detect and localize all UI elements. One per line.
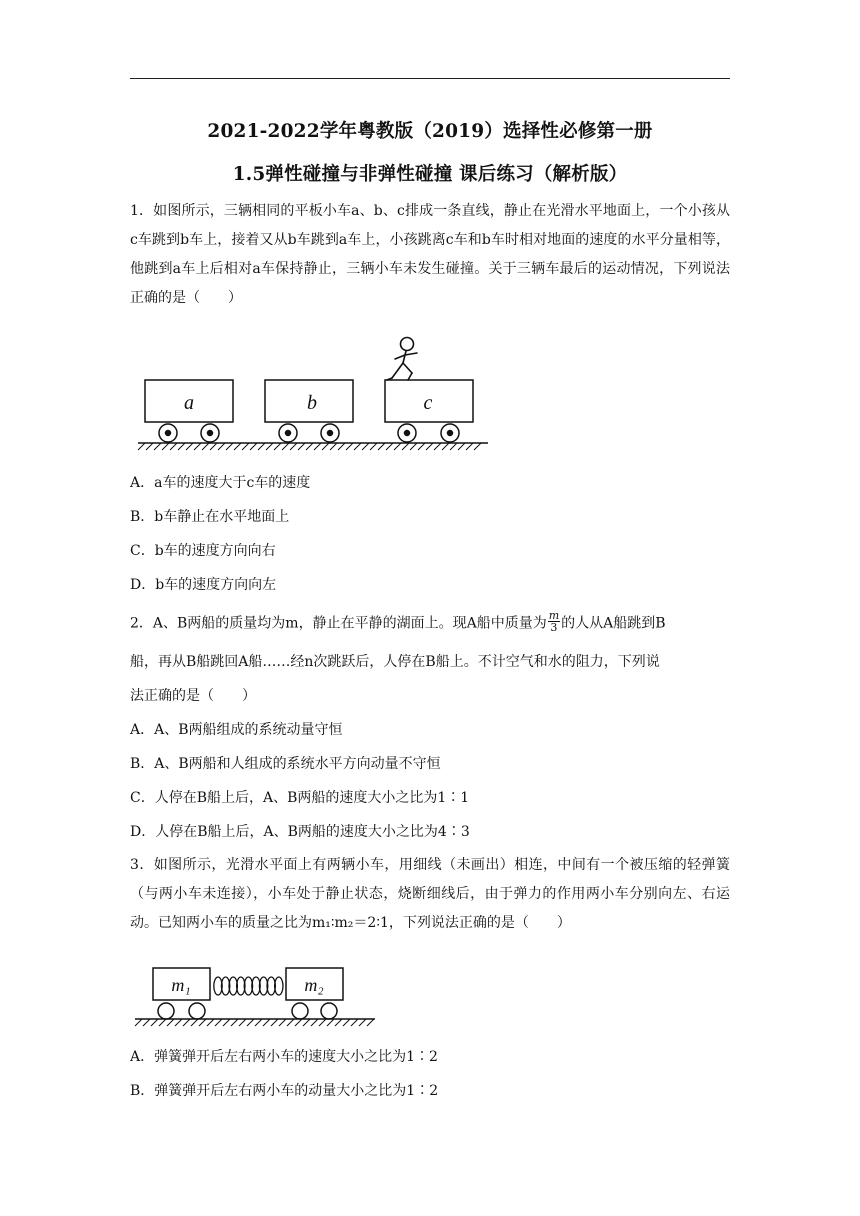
q1-option-b: B．b车静止在水平地面上 <box>130 509 290 525</box>
cart-c-label: c <box>423 392 433 414</box>
hatch-mark <box>410 443 417 450</box>
hatch-mark <box>298 443 305 450</box>
document-title: 2021-2022学年粤教版（2019）选择性必修第一册 <box>207 121 653 142</box>
hatch-mark <box>223 1019 230 1026</box>
hatch-mark <box>178 443 185 450</box>
hatch-mark <box>351 1019 358 1026</box>
hatch-mark <box>175 1019 182 1026</box>
hatch-mark <box>162 443 169 450</box>
hatch-mark <box>346 443 353 450</box>
q1-option-a: A．a车的速度大于c车的速度 <box>130 475 311 491</box>
hatch-mark <box>295 1019 302 1026</box>
hatch-mark <box>263 1019 270 1026</box>
hatch-mark <box>215 1019 222 1026</box>
hatch-mark <box>319 1019 326 1026</box>
hatch-mark <box>255 1019 262 1026</box>
hatch-mark <box>247 1019 254 1026</box>
q2-option-b: B．A、B两船和人组成的系统水平方向动量不守恒 <box>130 756 441 772</box>
hatch-mark <box>426 443 433 450</box>
hatch-mark <box>402 443 409 450</box>
hatch-mark <box>154 443 161 450</box>
q2-option-c: C．人停在B船上后，A、B两船的速度大小之比为1∶1 <box>130 790 470 806</box>
hatch-mark <box>186 443 193 450</box>
hatch-mark <box>207 1019 214 1026</box>
header-rule <box>130 78 730 79</box>
hatch-mark <box>378 443 385 450</box>
hatch-mark <box>386 443 393 450</box>
hatch-mark <box>474 443 481 450</box>
question-1-stem: 1．如图所示，三辆相同的平板小车a、b、c排成一条直线，静止在光滑水平地面上，一个小孩从c车跳到b车上，接着又从b车跳到a车上，小孩跳离c车和b车时相对地面的速度的水平分量相等，他跳到a车上后相对a车保持静止，三辆小车未发生碰撞。关于三辆车最后的运动情况，下列说法正确的是（ ） <box>130 203 730 306</box>
hatch-mark <box>138 443 145 450</box>
hatch-mark <box>146 443 153 450</box>
hatch-mark <box>170 443 177 450</box>
hatch-mark <box>151 1019 158 1026</box>
hatch-mark <box>234 443 241 450</box>
hatch-mark <box>335 1019 342 1026</box>
fraction-numerator: m <box>548 609 560 622</box>
hatch-mark <box>327 1019 334 1026</box>
hatch-mark <box>466 443 473 450</box>
hatch-mark <box>194 443 201 450</box>
hatch-mark <box>279 1019 286 1026</box>
hatch-mark <box>239 1019 246 1026</box>
q1-option-d: D．b车的速度方向向左 <box>130 577 277 593</box>
q2-option-d: D．人停在B船上后，A、B两船的速度大小之比为4∶3 <box>130 824 470 840</box>
hatch-mark <box>367 1019 374 1026</box>
document-subtitle: 1.5弹性碰撞与非弹性碰撞 课后练习（解析版） <box>232 164 628 185</box>
hatch-mark <box>183 1019 190 1026</box>
ground-hatching <box>135 1019 374 1026</box>
hatch-mark <box>450 443 457 450</box>
figure-three-carts <box>130 333 490 453</box>
hatch-mark <box>418 443 425 450</box>
cart-b-label: b <box>307 392 317 414</box>
fraction-m-over-3 <box>548 610 560 633</box>
hatch-mark <box>343 1019 350 1026</box>
hatch-mark <box>218 443 225 450</box>
hatch-mark <box>258 443 265 450</box>
hatch-mark <box>143 1019 150 1026</box>
hatch-mark <box>167 1019 174 1026</box>
hatch-mark <box>210 443 217 450</box>
hatch-mark <box>266 443 273 450</box>
question-2-stem-line1 <box>130 609 730 635</box>
cart-m2-label: m₂ <box>304 975 324 995</box>
hatch-mark <box>231 1019 238 1026</box>
hatch-mark <box>303 1019 310 1026</box>
child-figure <box>387 338 417 381</box>
q1-option-c: C．b车的速度方向向右 <box>130 543 276 559</box>
question-3-stem: 3．如图所示，光滑水平面上有两辆小车，用细线（未画出）相连，中间有一个被压缩的轻弹簧（与两小车未连接），小车处于静止状态，烧断细线后，由于弹力的作用两小车分别向左、右运动。已知两小车的质量之比为m₁∶m₂＝2∶1，下列说法正确的是（ ） <box>130 857 730 931</box>
hatch-mark <box>434 443 441 450</box>
hatch-mark <box>394 443 401 450</box>
hatch-mark <box>274 443 281 450</box>
ground-hatching <box>138 443 481 450</box>
hatch-mark <box>290 443 297 450</box>
hatch-mark <box>442 443 449 450</box>
hatch-mark <box>199 1019 206 1026</box>
hatch-mark <box>338 443 345 450</box>
hatch-mark <box>271 1019 278 1026</box>
q2-stem-part2: 的人从A船跳到B <box>561 615 666 632</box>
cart-a-label: a <box>184 392 194 414</box>
hatch-mark <box>135 1019 142 1026</box>
hatch-mark <box>322 443 329 450</box>
hatch-mark <box>362 443 369 450</box>
question-2-stem-line2: 船，再从B船跳回A船……经n次跳跃后，人停在B船上。不计空气和水的阻力，下列说 <box>130 654 660 670</box>
hatch-mark <box>282 443 289 450</box>
q3-option-a: A．弹簧弹开后左右两小车的速度大小之比为1∶2 <box>130 1049 438 1065</box>
hatch-mark <box>287 1019 294 1026</box>
hatch-mark <box>306 443 313 450</box>
hatch-mark <box>311 1019 318 1026</box>
hatch-mark <box>191 1019 198 1026</box>
hatch-mark <box>242 443 249 450</box>
q3-option-b: B．弹簧弹开后左右两小车的动量大小之比为1∶2 <box>130 1083 439 1099</box>
q2-stem-part1: 2．A、B两船的质量均为m，静止在平静的湖面上。现A船中质量为 <box>130 615 547 632</box>
hatch-mark <box>314 443 321 450</box>
figure-spring-carts <box>130 962 380 1032</box>
hatch-mark <box>354 443 361 450</box>
hatch-mark <box>330 443 337 450</box>
spring <box>214 977 283 995</box>
hatch-mark <box>202 443 209 450</box>
q2-option-a: A．A、B两船组成的系统动量守恒 <box>130 722 343 738</box>
fraction-denominator: 3 <box>550 621 558 634</box>
hatch-mark <box>370 443 377 450</box>
hatch-mark <box>226 443 233 450</box>
hatch-mark <box>250 443 257 450</box>
hatch-mark <box>458 443 465 450</box>
hatch-mark <box>359 1019 366 1026</box>
hatch-mark <box>159 1019 166 1026</box>
question-2-stem-line3: 法正确的是（ ） <box>130 688 256 704</box>
cart-m1-label: m₁ <box>171 975 191 995</box>
